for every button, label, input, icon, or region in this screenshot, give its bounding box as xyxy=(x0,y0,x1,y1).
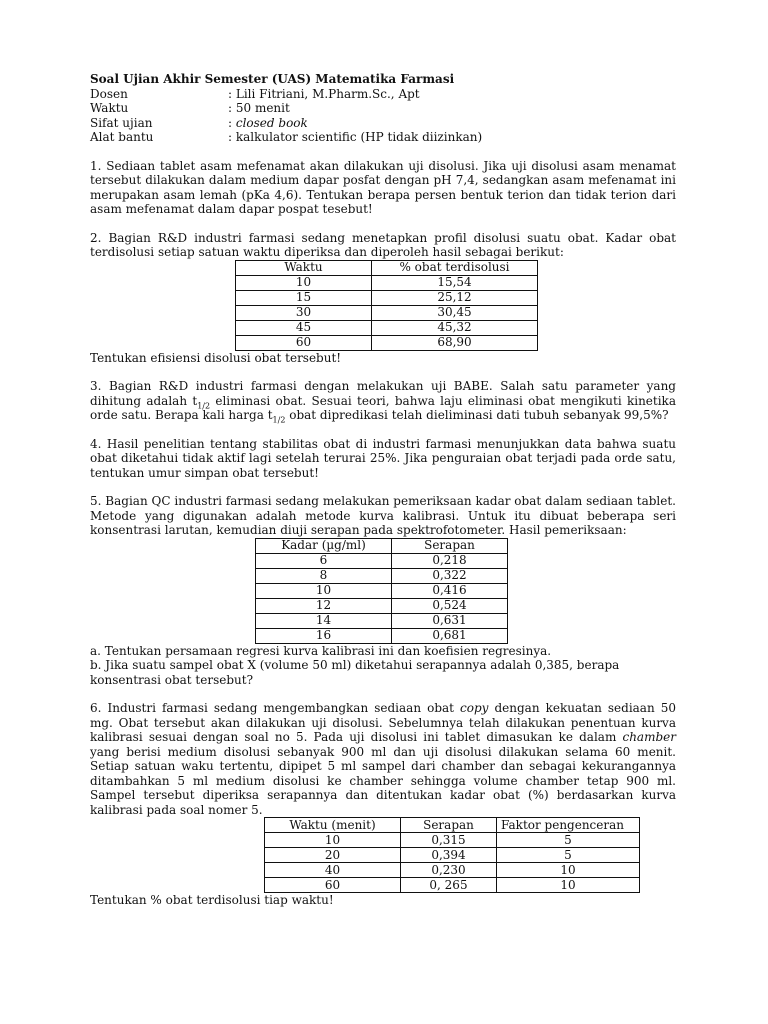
question-5 xyxy=(90,494,676,687)
question-3-part: obat dipredikasi telah dieliminasi dati tubuh sebanyak 99,5%? xyxy=(285,408,669,422)
exam-meta xyxy=(90,87,676,145)
table-cell: 5 xyxy=(497,833,640,848)
calibration-table xyxy=(255,538,508,644)
table-cell: 60 xyxy=(265,878,401,893)
meta-value-prefix: : xyxy=(228,115,236,130)
table-cell: 30,45 xyxy=(372,305,538,320)
table-row xyxy=(256,598,508,613)
question-6-instruction: Tentukan % obat terdisolusi tiap waktu! xyxy=(90,893,334,907)
table-row xyxy=(236,335,538,350)
meta-label: Dosen xyxy=(90,86,128,101)
question-6-italic: chamber xyxy=(622,730,676,744)
table-row xyxy=(256,553,508,568)
question-1: 1. Sediaan tablet asam mefenamat akan dilakukan uji disolusi. Jika uji disolusi asam menamat tersebut dilakukan dalam medium dapar posfat dengan pH 7,4, sedangkan asam mefenamat ini merupakan asam lemah (pKa 4,6). Tentukan berapa persen bentuk terion dan tidak terion dari asam mefenamat dalam dapar pospat tesebut! xyxy=(90,158,676,216)
table-row xyxy=(265,848,640,863)
table-row xyxy=(265,878,640,893)
table-cell: 40 xyxy=(265,863,401,878)
table-cell: 10 xyxy=(265,833,401,848)
question-5a: a. Tentukan persamaan regresi kurva kalibrasi ini dan koefisien regresinya. xyxy=(90,643,552,658)
table-cell: 0,322 xyxy=(392,568,508,583)
table-cell: 45,32 xyxy=(372,320,538,335)
exam-document xyxy=(90,72,676,908)
table-cell: 15 xyxy=(236,290,372,305)
table-row xyxy=(236,275,538,290)
table-row xyxy=(265,833,640,848)
table-cell: 20 xyxy=(265,848,401,863)
question-2-instruction: Tentukan efisiensi disolusi obat tersebut! xyxy=(90,350,342,365)
table-cell: 5 xyxy=(497,848,640,863)
table-row xyxy=(265,863,640,878)
table-header-row xyxy=(256,538,508,553)
table-cell: 6 xyxy=(256,553,392,568)
table-header-row xyxy=(236,260,538,275)
table-cell: 0, 265 xyxy=(401,878,497,893)
table-row xyxy=(256,568,508,583)
question-5-text: 5. Bagian QC industri farmasi sedang melakukan pemeriksaan kadar obat dalam sediaan tablet. Metode yang digunakan adalah metode kurva kalibrasi. Untuk itu dibuat beberapa seri konsentrasi larutan, kemudian diuji serapan pada spektrofotometer. Hasil pemeriksaan: xyxy=(90,494,676,537)
meta-row-alat-bantu xyxy=(90,130,676,145)
meta-value: : Lili Fitriani, M.Pharm.Sc., Apt xyxy=(228,86,420,101)
table-row xyxy=(236,320,538,335)
table-row xyxy=(236,305,538,320)
table-cell: 0,315 xyxy=(401,833,497,848)
meta-row-waktu xyxy=(90,101,676,116)
table-row xyxy=(256,583,508,598)
table-cell: 30 xyxy=(236,305,372,320)
table-row xyxy=(256,628,508,643)
table-cell: 16 xyxy=(256,628,392,643)
table-cell: 0,631 xyxy=(392,613,508,628)
meta-value-italic: closed book xyxy=(235,115,308,130)
table-cell: 45 xyxy=(236,320,372,335)
question-6-part: dengan kekuatan sediaan 50 mg. Obat tersebut akan dilakukan uji disolusi. Sebelumnya telah dilakukan penentuan kurva kalibrasi sesuai dengan soal no 5. Pada uji disolusi ini tablet dimasukan ke dalam xyxy=(90,701,677,744)
table-row xyxy=(256,613,508,628)
table-cell: 0,218 xyxy=(392,553,508,568)
meta-label: Sifat ujian xyxy=(90,115,153,130)
question-6 xyxy=(90,701,676,908)
table-cell: 0,230 xyxy=(401,863,497,878)
question-3-part: eliminasi obat. Sesuai teori, bahwa laju eliminasi obat mengikuti kinetika orde satu. Berapa kali harga t xyxy=(90,393,676,422)
column-header: Faktor pengenceran xyxy=(497,818,640,833)
table-cell: 0,394 xyxy=(401,848,497,863)
table-cell: 0,524 xyxy=(392,598,508,613)
exam-title: Soal Ujian Akhir Semester (UAS) Matematika Farmasi xyxy=(90,72,455,86)
question-6-text xyxy=(90,701,676,817)
table-cell: 60 xyxy=(236,335,372,350)
table-cell: 10 xyxy=(497,863,640,878)
dissolution-table xyxy=(235,260,538,351)
meta-value: : 50 menit xyxy=(228,101,290,115)
meta-row-dosen xyxy=(90,87,676,102)
table-cell: 8 xyxy=(256,568,392,583)
question-3-part: 3. Bagian R&D industri farmasi dengan melakukan uji BABE. Salah satu parameter yang dihitung adalah t xyxy=(90,379,676,408)
table-cell: 0,681 xyxy=(392,628,508,643)
column-header: Waktu xyxy=(236,260,372,275)
meta-label: Waktu xyxy=(90,101,129,115)
table-cell: 25,12 xyxy=(372,290,538,305)
table-cell: 10 xyxy=(497,878,640,893)
question-6-italic: copy xyxy=(460,701,489,715)
table-cell: 10 xyxy=(236,275,372,290)
dilution-table xyxy=(264,817,640,893)
question-2-text: 2. Bagian R&D industri farmasi sedang menetapkan profil disolusi suatu obat. Kadar obat terdisolusi setiap satuan waktu diperiksa dan diperoleh hasil sebagai berikut: xyxy=(90,230,676,259)
half-life-subscript: 1/2 xyxy=(272,415,286,425)
table-cell: 15,54 xyxy=(372,275,538,290)
column-header: Serapan xyxy=(401,818,497,833)
table-cell: 14 xyxy=(256,613,392,628)
column-header: Waktu (menit) xyxy=(265,818,401,833)
table-row xyxy=(236,290,538,305)
column-header: % obat terdisolusi xyxy=(372,260,538,275)
table-cell: 68,90 xyxy=(372,335,538,350)
table-cell: 10 xyxy=(256,583,392,598)
meta-value: : kalkulator scientific (HP tidak diizinkan) xyxy=(228,130,483,144)
question-3 xyxy=(90,379,676,423)
column-header: Serapan xyxy=(392,538,508,553)
question-2 xyxy=(90,231,676,366)
table-header-row xyxy=(265,818,640,833)
table-cell: 12 xyxy=(256,598,392,613)
column-header: Kadar (µg/ml) xyxy=(256,538,392,553)
meta-value xyxy=(228,116,308,131)
table-cell: 0,416 xyxy=(392,583,508,598)
half-life-subscript: 1/2 xyxy=(197,400,211,410)
question-4: 4. Hasil penelitian tentang stabilitas obat di industri farmasi menunjukkan data bahwa suatu obat diketahui tidak aktif lagi setelah terurai 25%. Jika penguraian obat terjadi pada orde satu, tentukan umur simpan obat tersebut! xyxy=(90,436,676,480)
meta-row-sifat-ujian xyxy=(90,116,676,131)
question-6-part: yang berisi medium disolusi sebanyak 900 ml dan uji disolusi dilakukan selama 60 menit. Setiap satuan waku tertentu, dipipet 5 ml sampel dari chamber dan sebagai kekurangannya ditambahkan 5 ml medium disolusi ke chamber sehingga volume chamber tetap 900 ml. Sampel tersebut diperiksa serapannya dan ditentukan kadar obat (%) berdasarkan kurva kalibrasi pada soal nomer 5. xyxy=(90,744,676,817)
meta-label: Alat bantu xyxy=(90,130,154,144)
question-6-part: 6. Industri farmasi sedang mengembangkan sediaan obat xyxy=(90,701,461,715)
question-5b: b. Jika suatu sampel obat X (volume 50 ml) diketahui serapannya adalah 0,385, berapa konsentrasi obat tersebut? xyxy=(90,658,620,687)
